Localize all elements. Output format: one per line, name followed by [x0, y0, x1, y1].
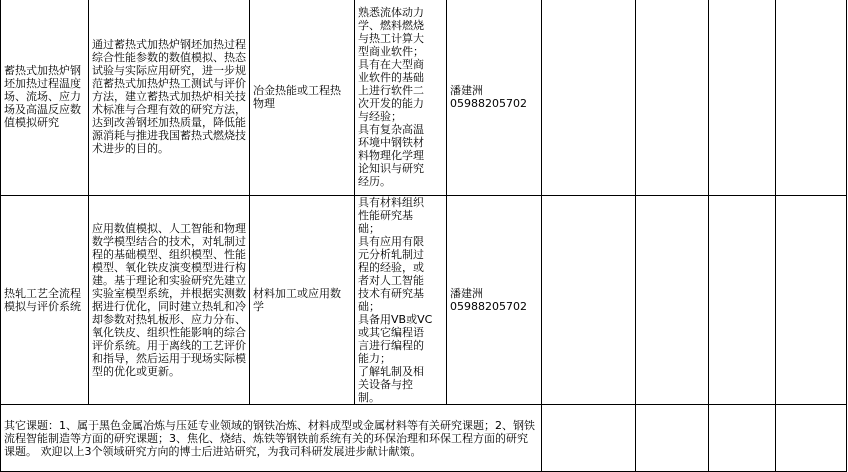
- empty-cell: [542, 196, 636, 405]
- empty-cell: [709, 0, 776, 196]
- requirements: 具有材料组织性能研究基础； 具有应用有限元分析轧制过程的经验，或者对人工智能技术有研究基础； 具备用VB或VC或其它编程语言进行编程的能力； 了解轧制及相关设备与控制。: [358, 196, 433, 404]
- contact-cell: [447, 0, 542, 196]
- requirements-cell: [355, 0, 447, 196]
- empty-cell: [636, 0, 709, 196]
- other-topics: 其它课题：1、属于黑色金属冶炼与压延专业领域的钢铁冶炼、材料成型或金属材料等有关研究课题；2、钢铁流程智能制造等方面的研究课题；3、焦化、烧结、炼铁等钢铁前系统有关的环保治理和环保工程方面的研究课题。 欢迎以上3个领域研究方向的博士后进站研究，为我司科研发展进步献计献策。: [4, 418, 535, 458]
- empty-cell: [709, 405, 776, 472]
- discipline-cell: [250, 0, 355, 196]
- empty-cell: [776, 0, 847, 196]
- empty-cell: [709, 196, 776, 405]
- research-topic-cell: [1, 0, 89, 196]
- research-content: 应用数值模拟、人工智能和物理数学模型结合的技术，对轧制过程的基础模型、组织模型、性能模型、氧化铁皮演变模型进行构建。基于理论和实验研究先建立实验室模型系统，并根据实测数据进行优化，同时建立热轧和冷却参数对热轧板形、应力分布、氧化铁皮、组织性能影响的综合评价系统。用于离线的工艺评价和指导，然后运用于现场实际模型的优化或更新。: [92, 222, 246, 378]
- contact-cell: [447, 196, 542, 405]
- research-content: 通过蓄热式加热炉钢坯加热过程综合性能参数的数值模拟、热态试验与实际应用研究，进一步规范蓄热式加热炉热工测试与评价方法，建立蓄热式加热炉相关技术标准与合理有效的研究方法，达到改善钢坯加热质量，降低能源消耗与推进我国蓄热式燃烧技术进步的目的。: [92, 38, 246, 155]
- empty-cell: [776, 405, 847, 472]
- empty-cell: [636, 405, 709, 472]
- contact: 潘建洲 05988205702: [450, 287, 527, 313]
- contact: 潘建洲 05988205702: [450, 83, 527, 110]
- empty-cell: [542, 405, 636, 472]
- empty-cell: [542, 0, 636, 196]
- table-row: [1, 405, 847, 472]
- empty-cell: [636, 196, 709, 405]
- discipline: 冶金热能或工程热物理: [253, 83, 341, 110]
- discipline: 材料加工或应用数学: [253, 287, 341, 313]
- research-content-cell: [89, 0, 250, 196]
- research-topic-cell: [1, 196, 89, 405]
- requirements: 熟悉流体动力学、燃料燃烧与热工计算大型商业软件； 具有在大型商业软件的基础上进行软件二次开发的能力与经验； 具有复杂高温环境中钢铁材料物理化学理论知识与研究经历。: [358, 5, 424, 188]
- table-row: [1, 196, 847, 405]
- research-content-cell: [89, 196, 250, 405]
- requirements-cell: [355, 196, 447, 405]
- other-topics-cell: [1, 405, 542, 472]
- empty-cell: [776, 196, 847, 405]
- table-row: [1, 0, 847, 196]
- research-topic: 热轧工艺全流程模拟与评价系统: [4, 287, 81, 313]
- discipline-cell: [250, 196, 355, 405]
- research-topic: 蓄热式加热炉钢坯加热过程温度场、流场、应力场及高温反应数值模拟研究: [4, 64, 81, 129]
